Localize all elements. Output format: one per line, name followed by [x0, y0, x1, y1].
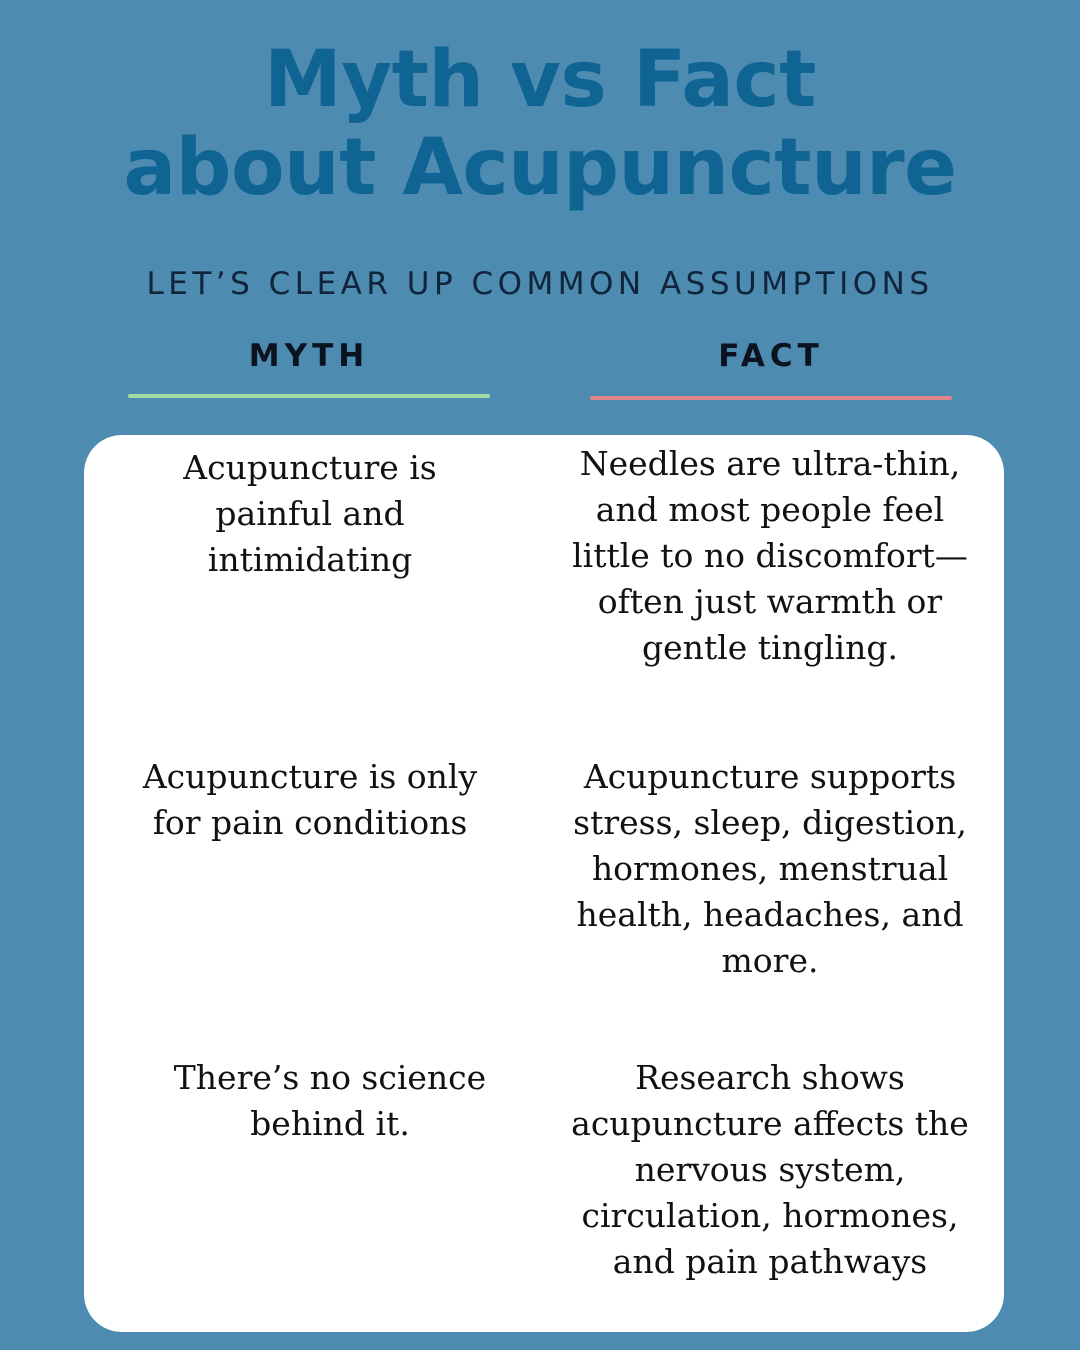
subtitle: LET’S CLEAR UP COMMON ASSUMPTIONS — [146, 266, 934, 302]
myth-cell-2: Acupuncture is only for pain conditions — [142, 757, 478, 842]
myth-column-header: MYTH — [248, 338, 370, 374]
title-line-2: about Acupuncture — [123, 123, 957, 213]
myth-cell-3: There’s no science behind it. — [173, 1058, 487, 1143]
fact-cell-3: Research shows acupuncture affects the nervous system, circulation, hormones, and pain pathways — [571, 1058, 969, 1281]
myth-underline — [128, 394, 490, 398]
fact-cell-2: Acupuncture supports stress, sleep, digestion, hormones, menstrual health, headaches, and more. — [573, 757, 967, 980]
myth-cell-1: Acupuncture is painful and intimidating — [183, 448, 437, 579]
fact-cell-1: Needles are ultra-thin, and most people feel little to no discomfort—often just warmth or gentle tingling. — [572, 444, 968, 667]
title-line-1: Myth vs Fact — [264, 35, 816, 125]
page-title — [0, 36, 1080, 212]
fact-column-header: FACT — [718, 338, 824, 374]
fact-underline — [590, 396, 952, 400]
